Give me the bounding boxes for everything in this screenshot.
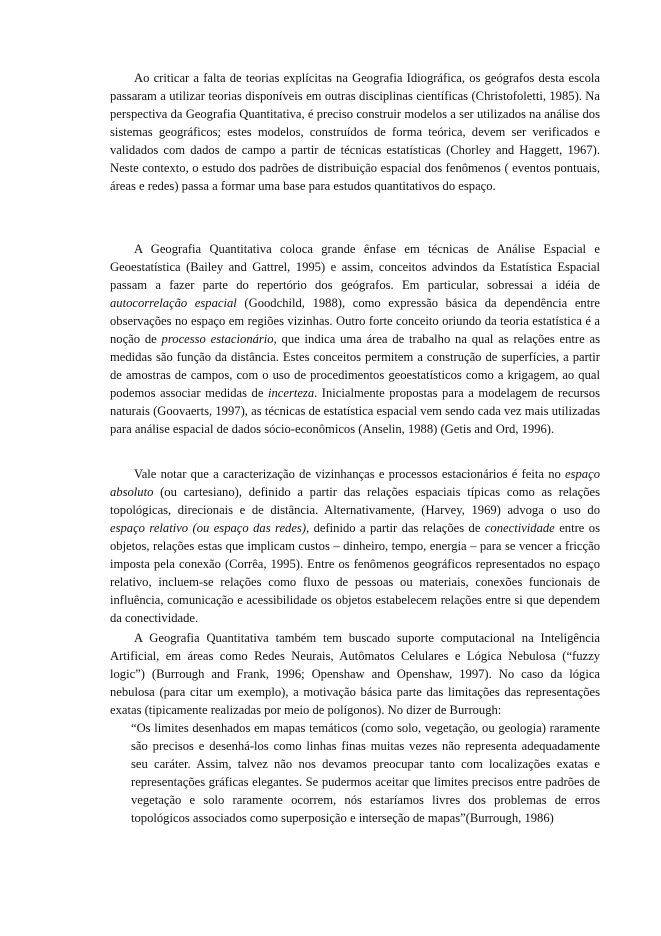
paragraph-1 [110,69,600,195]
term-autocorrelacao-espacial: autocorrelação espacial [110,296,237,310]
block-quote-text: “Os limites desenhados em mapas temáticos (como solo, vegetação, ou geologia) raramente são precisos e desenhá-los como linhas finas muitas vezes não representa adequadamente seu caráter. Assim, talvez não nos devamos preocupar tanto com localizações exatas e representações gráficas elegantes. Se pudermos aceitar que limites precisos entre padrões de vegetação e solo raramente ocorrem, nós estaríamos livres dos problemas de erros topológicos associados como superposição e interseção de mapas”(Burrough, 1986) [131,721,600,825]
paragraph-4-text [110,629,600,719]
term-incerteza: incerteza [267,386,315,400]
block-quote [131,719,600,827]
term-conectividade: conectividade [484,521,555,535]
paragraph-2-span-4: . Inicialmente propostas para a modelagem de recursos naturais (Goovaerts, 1997), as técnicas de estatística espacial vem sendo cada vez mais utilizadas para análise espacial de dados sócio-econômicos (Anselin, 1988) (Getis and Ord, 1996). [110,386,600,436]
paragraph-2-text [110,240,600,438]
paragraph-2-span-3: , que indica uma área de trabalho na qual as relações entre as medidas são função da distância. Estes conceitos permitem a construção de superfícies, a partir de amostras de campos, com o uso de procedimentos geoestatísticos como a krigagem, ao qual podemos associar medidas de [110,332,600,400]
term-processo-estacionario: processo estacionário [161,332,274,346]
paragraph-4 [110,629,600,719]
paragraph-3 [110,465,600,627]
paragraph-2-span-1: A Geografia Quantitativa coloca grande ênfase em técnicas de Análise Espacial e Geoestatística (Bailey and Gattrel, 1995) e assim, conceitos advindos da Estatística Espacial passam a fazer parte do repertório dos geógrafos. Em particular, sobressai a idéia de [110,242,600,292]
paragraph-3-text [110,465,600,627]
term-espaco-absoluto: espaço absoluto [110,467,600,499]
paragraph-4-span: A Geografia Quantitativa também tem buscado suporte computacional na Inteligência Artificial, em áreas como Redes Neurais, Autômatos Celulares e Lógica Nebulosa (“fuzzy logic”) (Burrough and Frank, 1996; Openshaw and Openshaw, 1997). No caso da lógica nebulosa (para citar um exemplo), a motivação básica parte das limitações das representações exatas (tipicamente realizadas por meio de polígonos). No dizer de Burrough: [110,631,600,717]
paragraph-2-span-2: (Goodchild, 1988), como expressão básica da dependência entre observações no espaço em regiões vizinhas. Outro forte conceito oriundo da teoria estatística é a noção de [110,296,600,346]
paragraph-3-span-4: entre os objetos, relações estas que implicam custos – dinheiro, tempo, energia – para se vencer a fricção imposta pela conexão (Corrêa, 1995). Entre os fenômenos geográficos representados no espaço relativo, incluem-se relações como fluxo de pessoas ou materiais, conexões funcionais de influência, comunicação e acessibilidade os objetos estabelecem relações entre si que dependem da conectividade. [110,521,600,625]
term-espaco-relativo: espaço relativo (ou espaço das redes) [110,521,307,535]
paragraph-1-span: Ao criticar a falta de teorias explícitas na Geografia Idiográfica, os geógrafos desta escola passaram a utilizar teorias disponíveis em outras disciplinas científicas (Christofoletti, 1985). Na perspectiva da Geografia Quantitativa, é preciso construir modelos a ser utilizados na análise dos sistemas geográficos; estes modelos, construídos de forma teórica, devem ser verificados e validados com dados de campo a partir de técnicas estatísticas (Chorley and Haggett, 1967). Neste contexto, o estudo dos padrões de distribuição espacial dos fenômenos ( eventos pontuais, áreas e redes) passa a formar uma base para estudos quantitativos do espaço. [110,71,600,193]
paragraph-1-text [110,69,600,195]
paragraph-3-span-2: (ou cartesiano), definido a partir das relações espaciais típicas como as relações topológicas, direcionais e de distância. Alternativamente, (Harvey, 1969) advoga o uso do [110,485,600,517]
paragraph-3-span-3: , definido a partir das relações de [306,521,485,535]
paragraph-3-span-1: Vale notar que a caracterização de vizinhanças e processos estacionários é feita no [134,467,566,481]
paragraph-2 [110,240,600,438]
